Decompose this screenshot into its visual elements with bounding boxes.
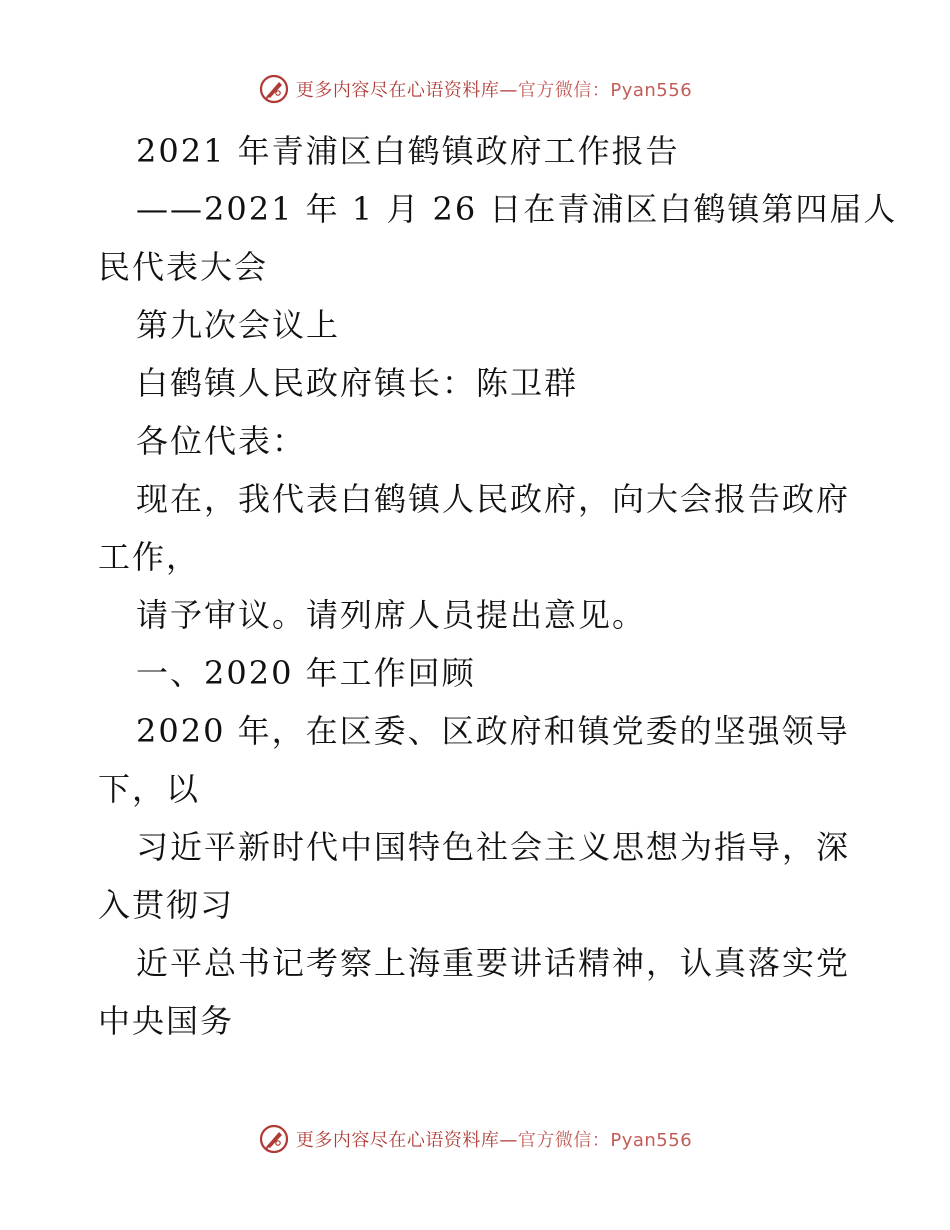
paragraph-line: 白鹤镇人民政府镇长：陈卫群 bbox=[136, 364, 579, 402]
paragraph-line: ——2021 年 1 月 26 日在青浦区白鹤镇第四届人 bbox=[136, 190, 898, 228]
paragraph-line: 2020 年，在区委、区政府和镇党委的坚强领导 bbox=[136, 712, 850, 750]
paragraph-line: 民代表大会 bbox=[98, 248, 269, 286]
paragraph-line: 下，以 bbox=[98, 770, 201, 808]
paragraph-line: 工作， bbox=[98, 538, 201, 576]
document-body bbox=[98, 122, 898, 1050]
paragraph-line: 第九次会议上 bbox=[136, 306, 341, 344]
quill-pen-logo-icon bbox=[258, 1123, 290, 1155]
header-watermark bbox=[0, 72, 950, 106]
paragraph-line: 2021 年青浦区白鹤镇政府工作报告 bbox=[136, 132, 680, 170]
watermark-text: 更多内容尽在心语资料库—官方微信：Pyan556 bbox=[295, 1130, 693, 1151]
paragraph-line: 入贯彻习 bbox=[98, 886, 235, 924]
footer-watermark bbox=[0, 1122, 950, 1156]
watermark-text: 更多内容尽在心语资料库—官方微信：Pyan556 bbox=[295, 80, 693, 101]
paragraph-line: 一、2020 年工作回顾 bbox=[136, 654, 476, 692]
paragraph-line: 现在，我代表白鹤镇人民政府，向大会报告政府 bbox=[136, 480, 851, 518]
quill-pen-logo-icon bbox=[258, 73, 290, 105]
paragraph-line: 习近平新时代中国特色社会主义思想为指导，深 bbox=[136, 828, 851, 866]
paragraph-line: 近平总书记考察上海重要讲话精神，认真落实党 bbox=[136, 944, 851, 982]
paragraph-line: 中央国务 bbox=[98, 1002, 235, 1040]
paragraph-line: 各位代表： bbox=[136, 422, 307, 460]
paragraph-line: 请予审议。请列席人员提出意见。 bbox=[136, 596, 647, 634]
